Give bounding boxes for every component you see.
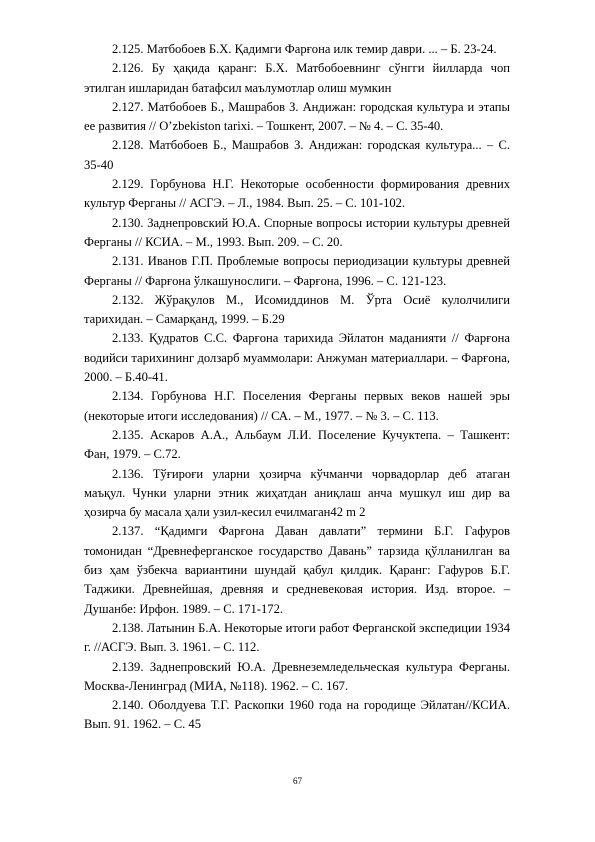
reference-entry: 2.131. Иванов Г.П. Проблемые вопросы периодизации культуры древней Ферганы // Фарғона ўлкашунослиги. – Фарғона, 1996. – С. 121-123. xyxy=(84,254,510,288)
reference-entry: 2.139. Заднепровский Ю.А. Древнеземледельческая культура Ферганы. Москва-Ленинград (МИА, №118). 1962. – С. 167. xyxy=(84,659,510,693)
reference-entry: 2.128. Матбобоев Б., Машрабов З. Андижан: городская культура... – С. 35-40 xyxy=(84,138,510,172)
reference-entry: 2.132. Жўрақулов М., Исомиддинов М. Ўрта Осиё кулолчилиги тарихидан. – Самарқанд, 1999. – Б.29 xyxy=(84,292,510,327)
reference-entry: 2.136. Тўғироғи уларни ҳозирча кўчманчи чорвадорлар деб атаган маъқул. Чунки уларни этник жиҳатдан аниқлаш анча мушкул иш дир ва ҳозирча бу масала ҳали узил-кесил ечилмаган42 m 2 xyxy=(84,466,510,520)
reference-entry: 2.134. Горбунова Н.Г. Поселения Ферганы первых веков нашей эры (некоторые итоги исследования) // СА. – М., 1977. – № 3. – С. 113. xyxy=(84,389,510,423)
reference-entry: 2.138. Латынин Б.А. Некоторые итоги работ Ферганской экспедиции 1934 г. //АСГЭ. Вып. 3. 1961. – С. 112. xyxy=(84,620,510,655)
reference-entry: 2.140. Оболдуева Т.Г. Раскопки 1960 года на городище Эйлатан//КСИА. Вып. 91. 1962. – С. 45 xyxy=(84,698,510,732)
reference-entry: 2.130. Заднепровский Ю.А. Спорные вопросы истории культуры древней Ферганы // КСИА. – М., 1993. Вып. 209. – С. 20. xyxy=(84,215,510,249)
page-number: 67 xyxy=(293,776,302,786)
reference-entry: 2.137. “Қадимги Фарғона Даван давлати” термини Б.Г. Гафуров томонидан “Древнеферганское государство Давань” тарзида қўлланилган ва биз ҳам ўзбекча вариантини шундай қабул қилдик. Қаранг: Гафуров Б.Г. Таджики. Древнейшая, древняя и средневековая история. Изд. второе. – Душанбе: Ирфон. 1989. – С. 171-172. xyxy=(84,524,510,616)
reference-list xyxy=(84,40,510,735)
reference-entry: 2.125. Матбобоев Б.Х. Қадимги Фарғона илк темир даври. ... – Б. 23-24. xyxy=(112,42,497,56)
reference-entry: 2.133. Қудратов С.С. Фарғона тарихида Эйлатон маданияти // Фарғона водийси тарихининг долзарб муаммолари: Анжуман материаллари. – Фарғона, 2000. – Б.40-41. xyxy=(84,331,510,385)
reference-entry: 2.129. Горбунова Н.Г. Некоторые особенности формирования древних культур Ферганы // АСГЭ. – Л., 1984. Вып. 25. – С. 101-102. xyxy=(84,177,510,211)
reference-entry: 2.135. Аскаров А.А., Альбаум Л.И. Поселение Кучуктепа. – Ташкент: Фан, 1979. – С.72. xyxy=(84,427,510,462)
reference-entry: 2.126. Бу ҳақида қаранг: Б.Х. Матбобоевнинг сўнгги йилларда чоп этилган ишларидан батафсил маълумотлар олиш мумкин xyxy=(84,61,510,95)
reference-entry: 2.127. Матбобоев Б., Машрабов З. Андижан: городская культура и этапы ее развития // O’zbekiston tarixi. – Тошкент, 2007. – № 4. – С. 35-40. xyxy=(84,99,510,134)
